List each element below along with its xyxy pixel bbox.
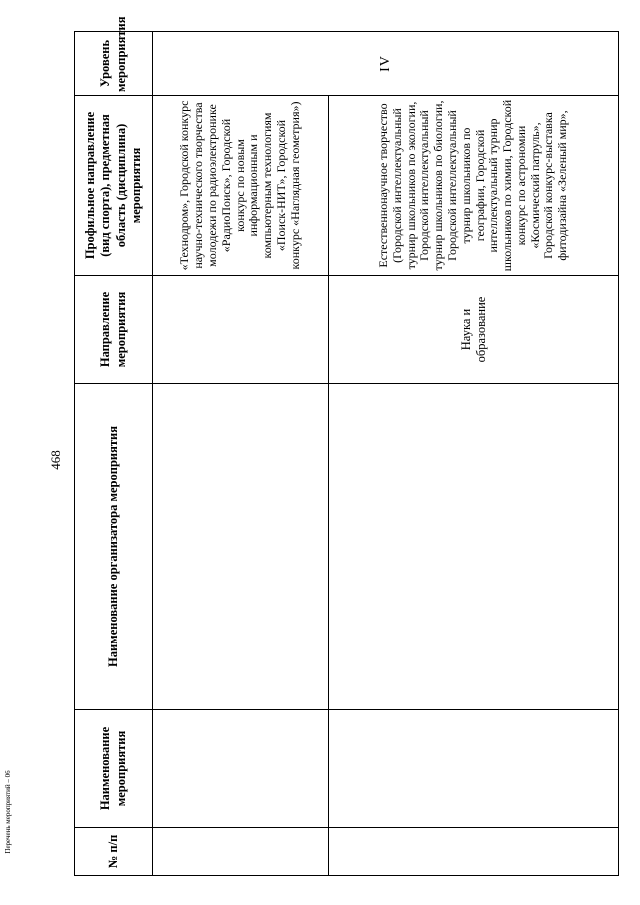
row2-name-cell [329, 710, 619, 828]
events-table [74, 16, 619, 876]
header-level: Уровень мероприятия [75, 32, 153, 96]
row2-direction-cell: Наука и образование [329, 276, 619, 384]
row2-profile-cell: Естественнонаучное творчество (Городской интеллектуальный турнир школьников по экологии, Городской интеллектуальный турнир школьников по биологии, Городской интеллектуальный турнир школьников по географии, Городской интеллектуальный турнир школьников по химии, Городской конкурс по астрономии «Космический патруль», Городской конкурс-выставка фитодизайна «Зеленый мир», [329, 96, 619, 276]
header-event-name: Наименование мероприятия [75, 710, 153, 828]
header-direction: Направление мероприятия [75, 276, 153, 384]
header-num: № п/п [75, 828, 153, 876]
row1-name-cell [153, 710, 329, 828]
page-number: 468 [48, 450, 63, 470]
level-cell: IV [153, 32, 619, 96]
row1-organizer-cell [153, 384, 329, 710]
table-row [329, 32, 619, 876]
footer-note: Перечень мероприятий – 06 [4, 770, 12, 854]
row1-num-cell [153, 828, 329, 876]
table-frame [74, 16, 618, 876]
row2-num-cell [329, 828, 619, 876]
row1-profile-cell: «Технодром», Городской конкурс научно-технического творчества молодежи по радиоэлектронике «РадиоПоиск», Городской конкурс по новым информационным и компьютерным технологиям «Поиск-НИТ», Городской конкурс «Наглядная геометрия») [153, 96, 329, 276]
row1-direction-cell [153, 276, 329, 384]
table-row [153, 32, 329, 876]
header-profile: Профильное направление (вид спорта), предметная область (дисциплина) мероприятия [75, 96, 153, 276]
row2-organizer-cell [329, 384, 619, 710]
header-organizer: Наименование организатора мероприятия [75, 384, 153, 710]
header-row [75, 32, 153, 876]
